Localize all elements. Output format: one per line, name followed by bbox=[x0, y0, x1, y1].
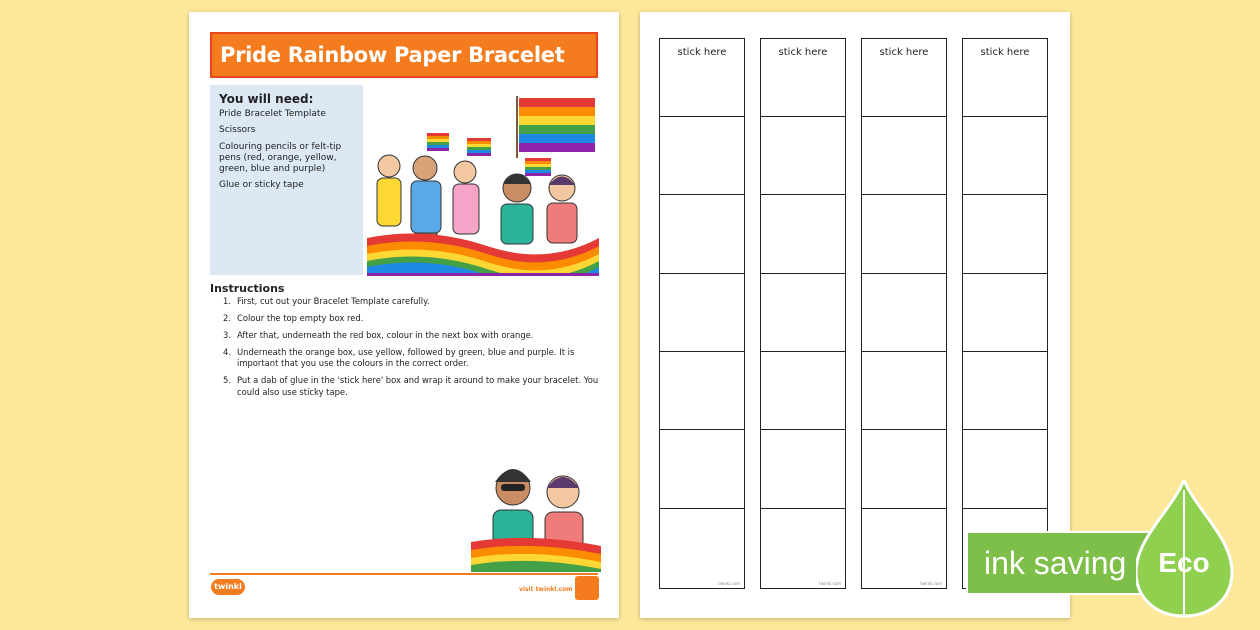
colour-box bbox=[862, 430, 946, 509]
stick-here-box bbox=[761, 39, 845, 117]
colour-box bbox=[862, 509, 946, 588]
colour-box bbox=[660, 352, 744, 430]
stick-here-box bbox=[660, 39, 744, 117]
badge-icon bbox=[575, 576, 599, 600]
instructions-list bbox=[210, 296, 605, 404]
strip-footer: twinkl.com bbox=[718, 581, 740, 586]
colour-box bbox=[963, 430, 1047, 509]
step-number: 3. bbox=[223, 330, 231, 341]
step-text: Colour the top empty box red. bbox=[237, 313, 364, 324]
colour-box bbox=[660, 195, 744, 274]
colour-box bbox=[761, 509, 845, 588]
step-number: 2. bbox=[223, 313, 231, 324]
materials-heading: You will need: bbox=[219, 92, 314, 106]
footer-divider bbox=[210, 573, 598, 575]
colour-box bbox=[761, 352, 845, 430]
materials-box bbox=[210, 85, 363, 275]
worksheet-page bbox=[189, 12, 619, 618]
step-text: After that, underneath the red box, colour in the next box with orange. bbox=[237, 330, 534, 341]
instruction-step bbox=[210, 296, 605, 307]
colour-box bbox=[761, 430, 845, 509]
title-banner bbox=[210, 32, 598, 78]
colour-box bbox=[963, 195, 1047, 274]
bracelet-strip bbox=[962, 38, 1048, 589]
stick-here-label: stick here bbox=[677, 47, 727, 58]
step-text: Underneath the orange box, use yellow, followed by green, blue and purple. It is important that you use the colours in the correct order. bbox=[237, 347, 575, 369]
step-text: First, cut out your Bracelet Template carefully. bbox=[237, 296, 430, 306]
footer-url: visit twinkl.com bbox=[519, 586, 573, 593]
twinkl-logo: twinkl bbox=[211, 579, 245, 595]
colour-box bbox=[862, 195, 946, 274]
step-number: 1. bbox=[223, 296, 231, 306]
instruction-step bbox=[210, 330, 605, 341]
instructions-heading: Instructions bbox=[210, 282, 285, 295]
instruction-step bbox=[210, 347, 605, 369]
stick-here-label: stick here bbox=[879, 47, 929, 58]
eco-label: Eco bbox=[1158, 547, 1210, 578]
ink-saving-label: ink saving bbox=[984, 545, 1127, 581]
colour-box bbox=[660, 430, 744, 509]
colour-box bbox=[963, 117, 1047, 195]
colour-box bbox=[963, 274, 1047, 352]
step-number: 4. bbox=[223, 347, 231, 358]
pride-parade-illustration bbox=[367, 88, 599, 276]
colour-box bbox=[862, 352, 946, 430]
colour-box bbox=[862, 117, 946, 195]
bracelet-strip bbox=[760, 38, 846, 589]
colour-box bbox=[761, 195, 845, 274]
stick-here-label: stick here bbox=[980, 47, 1030, 58]
stick-here-box bbox=[963, 39, 1047, 117]
stick-here-box bbox=[862, 39, 946, 117]
bracelet-strip bbox=[861, 38, 947, 589]
bracelet-template-page bbox=[640, 12, 1070, 618]
step-text: Put a dab of glue in the 'stick here' box and wrap it around to make your bracelet. You could also use sticky tape. bbox=[237, 375, 599, 397]
instruction-step bbox=[210, 313, 605, 324]
eco-drop-icon bbox=[1136, 480, 1246, 620]
material-item: Glue or sticky tape bbox=[219, 180, 304, 191]
colour-box bbox=[963, 352, 1047, 430]
colour-box bbox=[660, 117, 744, 195]
stick-here-label: stick here bbox=[778, 47, 828, 58]
colour-box bbox=[862, 274, 946, 352]
two-people-illustration bbox=[471, 442, 601, 572]
colour-box bbox=[660, 274, 744, 352]
colour-box bbox=[761, 117, 845, 195]
material-item: Pride Bracelet Template bbox=[219, 109, 326, 119]
strip-footer: twinkl.com bbox=[819, 581, 841, 586]
material-item: Colouring pencils or felt-tip pens (red, orange, yellow, green, blue and purple) bbox=[219, 141, 342, 174]
colour-box bbox=[660, 509, 744, 588]
page-title: Pride Rainbow Paper Bracelet bbox=[220, 43, 565, 67]
material-item: Scissors bbox=[219, 125, 256, 136]
step-number: 5. bbox=[223, 375, 231, 386]
bracelet-strip bbox=[659, 38, 745, 589]
instruction-step bbox=[210, 375, 605, 397]
colour-box bbox=[761, 274, 845, 352]
strip-footer: twinkl.com bbox=[920, 581, 942, 586]
